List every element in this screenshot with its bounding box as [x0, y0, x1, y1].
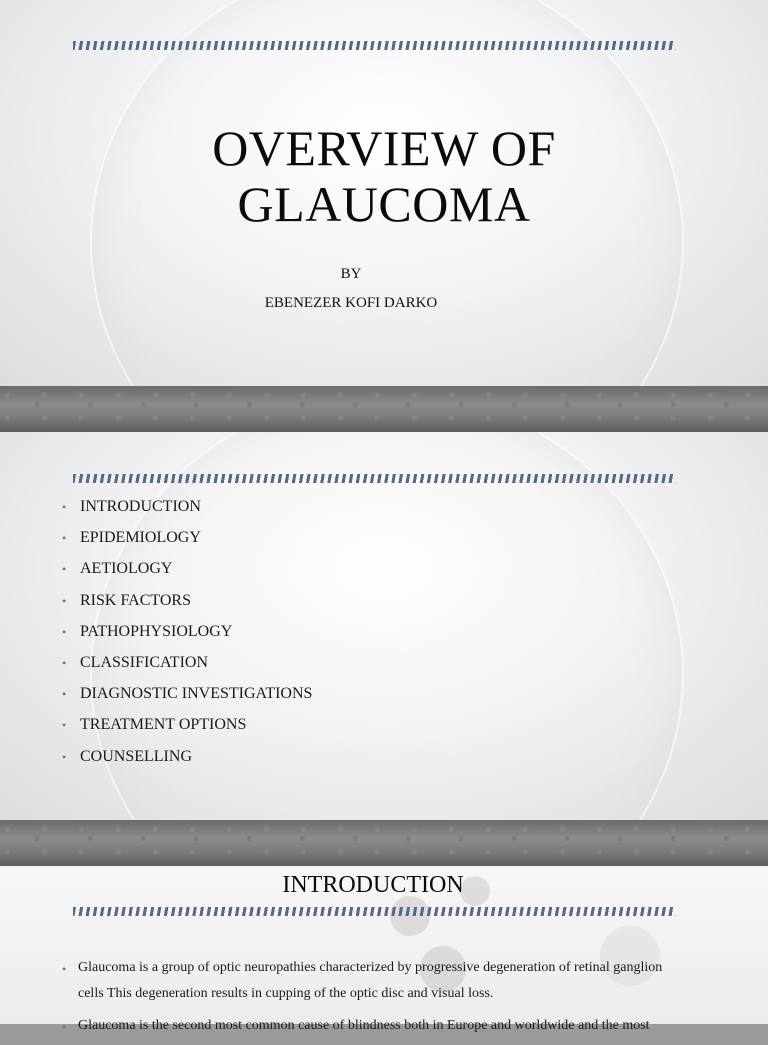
outline-list — [60, 496, 312, 777]
list-item — [60, 558, 312, 589]
list-item — [60, 527, 312, 558]
list-item — [60, 746, 312, 777]
paragraph-text: Glaucoma is the second most common cause of blindness both in Europe and worldwide and the most — [78, 1018, 650, 1033]
list-item-label: TREATMENT OPTIONS — [80, 716, 247, 734]
decorative-stripe — [73, 907, 676, 916]
concrete-divider — [0, 386, 768, 432]
bullet-icon: • — [62, 500, 67, 514]
paragraph-text: Glaucoma is a group of optic neuropathies characterized by progressive degeneration of retinal ganglion cells This degeneration results in cupping of the optic disc and visual loss. — [78, 960, 663, 1001]
list-item — [60, 621, 312, 652]
list-item — [60, 683, 312, 714]
list-item-label: PATHOPHYSIOLOGY — [80, 622, 233, 640]
list-item-label: COUNSELLING — [80, 747, 192, 765]
bullet-icon: • — [62, 687, 67, 702]
list-item-label: DIAGNOSTIC INVESTIGATIONS — [80, 685, 313, 703]
paragraph — [60, 1013, 680, 1039]
concrete-divider — [0, 820, 768, 866]
bullet-icon: • — [62, 718, 67, 733]
list-item-label: CLASSIFICATION — [80, 653, 209, 671]
bullet-icon: • — [62, 624, 67, 639]
list-item — [60, 652, 312, 683]
list-item-label: AETIOLOGY — [80, 560, 173, 578]
decorative-stripe — [73, 41, 676, 50]
title-line-1: OVERVIEW OF — [212, 120, 556, 176]
list-item — [60, 496, 312, 527]
bullet-icon: • — [62, 1020, 67, 1034]
bullet-icon: • — [62, 562, 67, 577]
intro-body — [60, 955, 680, 1045]
bullet-icon: • — [62, 655, 67, 670]
list-item-label: EPIDEMIOLOGY — [80, 529, 201, 547]
bullet-icon: • — [62, 531, 67, 546]
list-item — [60, 590, 312, 621]
title-slide — [0, 0, 768, 386]
slide-title — [0, 120, 768, 232]
bullet-icon: • — [62, 962, 67, 976]
decorative-stripe — [73, 474, 676, 483]
slide-title: INTRODUCTION — [282, 872, 464, 898]
bullet-icon: • — [62, 749, 67, 764]
list-item-label: RISK FACTORS — [80, 591, 191, 609]
author-name: EBENEZER KOFI DARKO — [264, 295, 438, 311]
decorative-dot — [390, 896, 430, 936]
list-item — [60, 714, 312, 745]
bullet-icon: • — [62, 593, 67, 608]
by-label: BY — [340, 266, 362, 282]
list-item-label: INTRODUCTION — [80, 498, 201, 515]
paragraph — [60, 955, 680, 1007]
title-line-2: GLAUCOMA — [237, 176, 531, 232]
